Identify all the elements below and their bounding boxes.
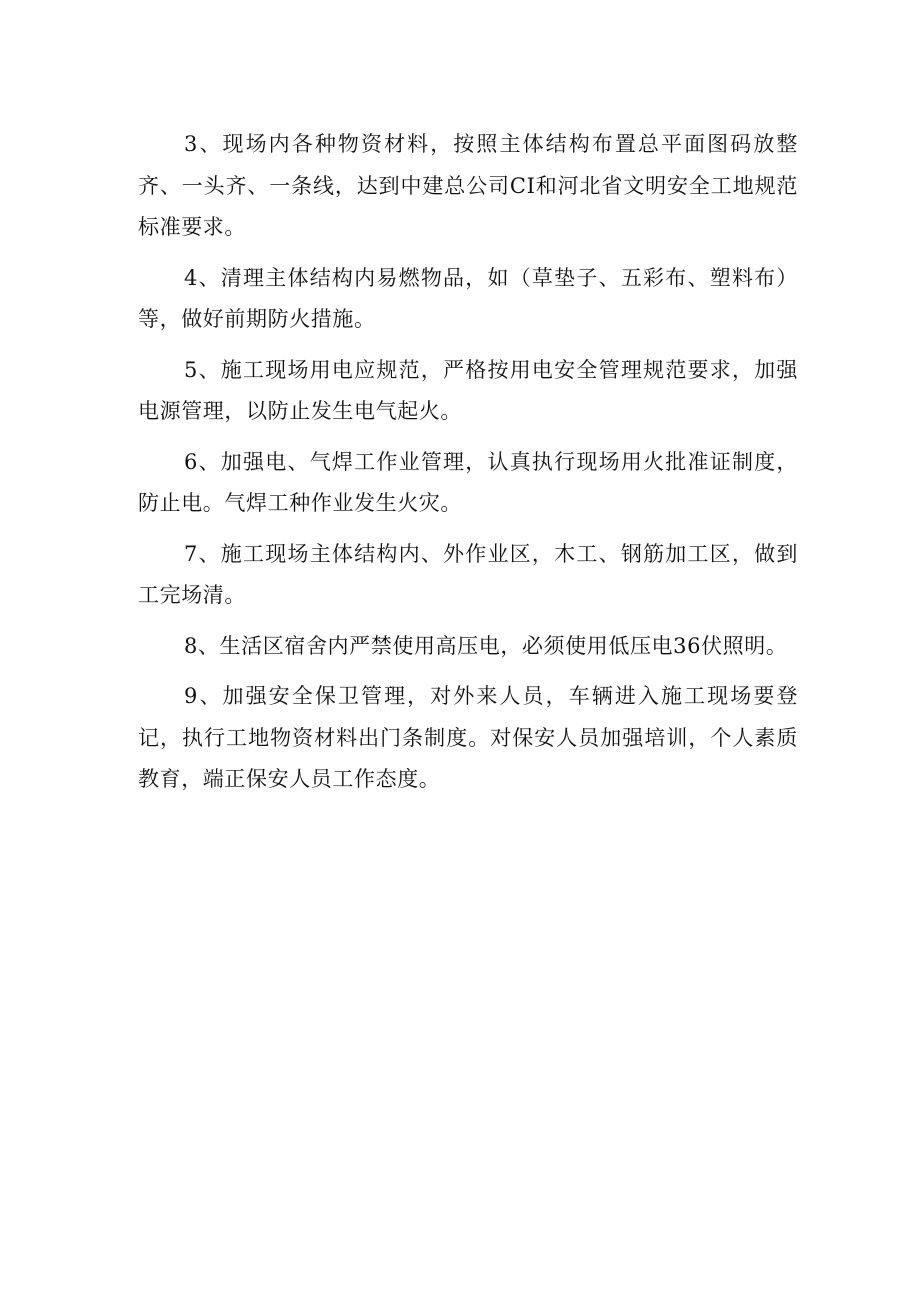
paragraph-item-5: 5、施工现场用电应规范，严格按用电安全管理规范要求，加强电源管理，以防止发生电气起火。 [138, 357, 798, 423]
document-body [138, 124, 798, 810]
paragraph-item-8: 8、生活区宿舍内严禁使用高压电，必须使用低压电36伏照明。 [184, 633, 788, 658]
paragraph-item-9: 9、加强安全保卫管理，对外来人员，车辆进入施工现场要登记，执行工地物资材料出门条制度。对保安人员加强培训，个人素质教育，端正保安人员工作态度。 [138, 684, 798, 791]
paragraph-item-6: 6、加强电、气焊工作业管理，认真执行现场用火批准证制度，防止电。气焊工种作业发生火灾。 [138, 449, 798, 515]
paragraph-item-7: 7、施工现场主体结构内、外作业区，木工、钢筋加工区，做到工完场清。 [138, 541, 798, 607]
paragraph-item-3: 3、现场内各种物资材料，按照主体结构布置总平面图码放整齐、一头齐、一条线，达到中建总公司CI和河北省文明安全工地规范标准要求。 [138, 132, 798, 239]
paragraph-item-4: 4、清理主体结构内易燃物品，如（草垫子、五彩布、塑料布）等，做好前期防火措施。 [138, 265, 798, 331]
